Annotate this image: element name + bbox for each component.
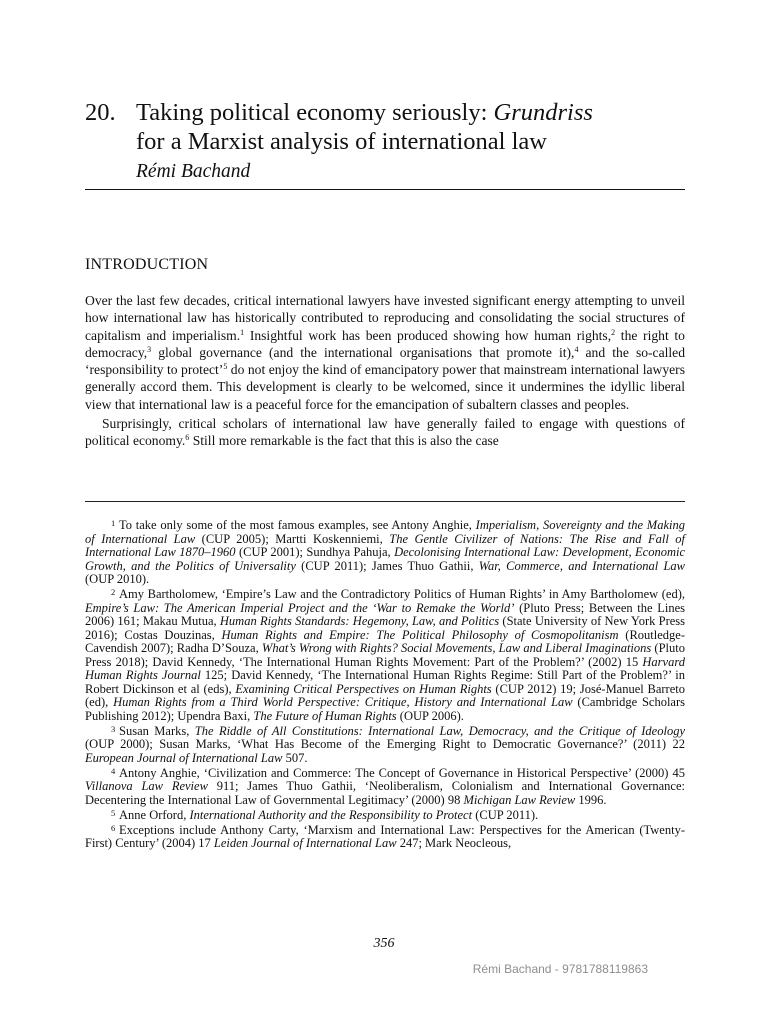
footnote-5: 5 Anne Orford, International Authority and the Responsibility to Protect (CUP 2011). [111, 807, 539, 822]
footnote-ref[interactable]: 4 [574, 344, 579, 354]
chapter-title-roman: Taking political economy seriously: [136, 99, 494, 126]
footnote-text: 125; David Kennedy, ‘The International Human Rights Regime: Still Part of the Problem?’ in Robert Dickinson et al (eds), [85, 668, 685, 696]
citation-title: Empire’s Law: The American Imperial Project and the ‘War to Remake the World’ [85, 600, 515, 615]
citation-title: War, Commerce, and International Law [478, 558, 686, 573]
citation-title: International Authority and the Responsibility to Protect [189, 807, 473, 822]
footnote-text: Amy Bartholomew, ‘Empire’s Law and the Contradictory Politics of Human Rights’ in Amy Bartholomew (ed), [119, 587, 685, 601]
footnote-3: 3 Susan Marks, The Riddle of All Constitutions: International Law, Democracy, and the Critique of Ideology (OUP 2000); Susan Marks, ‘What Has Become of the Emerging Right to Democratic Governance?’ (2011) 22 European Journal of International Law 507. [85, 723, 685, 765]
chapter-heading [85, 98, 685, 185]
footnote-text: (OUP 2010). [85, 572, 150, 586]
citation-title: Decolonising International Law: Development, Economic Growth, and the Politics of Universality [85, 545, 686, 573]
citation-title: Imperialism, Sovereignty and the Making of International Law [85, 518, 685, 546]
footnote-4: 4 Antony Anghie, ‘Civilization and Commerce: The Concept of Governance in Historical Perspective’ (2000) 45 Villanova Law Review 911; James Thuo Gathii, ‘Neoliberalism, Colonialism and International Governance: Decentering the International Law of Governmental Legitimacy’ (2000) 98 Michigan Law Review 1996. [85, 765, 685, 807]
citation-title: The Future of Human Rights [253, 708, 397, 723]
citation-title: What’s Wrong with Rights? Social Movements, Law and Liberal Imaginations [261, 641, 652, 655]
citation-title: Leiden Journal of International Law [213, 836, 397, 850]
footnote-text: 911; James Thuo Gathii, ‘Neoliberalism, Colonialism and International Governance: Decentering the International Law of Governmental Legitimacy’ (2000) 98 [85, 779, 685, 807]
title-rule [85, 189, 685, 190]
section-heading: INTRODUCTION [85, 256, 209, 273]
footnote-ref[interactable]: 3 [147, 344, 152, 354]
paragraph-1-text-e: and the so-called ‘responsibility to protect’ [85, 344, 686, 378]
chapter-title-line-2: for a Marxist analysis of international law [136, 128, 547, 155]
footnote-text: Susan Marks, [119, 723, 195, 738]
footnote-text: (CUP 2011). [472, 807, 539, 822]
footnote-text: 247; Mark Neocleous, [396, 836, 512, 850]
paragraph-1-text-f: do not enjoy the kind of emancipatory power that mainstream international lawyers generally accord them. This development is clearly to be welcomed, since it undermines the idyllic liberal view that international law is a peaceful force for the emancipation of subaltern classes and peoples. [85, 362, 685, 412]
citation-title: Villanova Law Review [85, 779, 208, 793]
citation-title: The Gentle Civilizer of Nations: The Rise and Fall of International Law 1870–1960 [85, 531, 686, 559]
footnote-text: (State University of New York Press 2016); Costas Douzinas, [85, 614, 686, 642]
paragraph-1-text-d: global governance (and the international organisations that promote it), [151, 344, 575, 360]
chapter-author: Rémi Bachand [136, 161, 251, 182]
citation-title: The Riddle of All Constitutions: International Law, Democracy, and the Critique of Ideology [194, 723, 685, 738]
footnote-text: (Pluto Press; Between the Lines 2006) 161; Makau Mutua, [85, 600, 686, 628]
footnote-text: Antony Anghie, ‘Civilization and Commerce: The Concept of Governance in Historical Perspective’ (2000) 45 [119, 765, 685, 780]
page-number: 356 [373, 936, 395, 951]
chapter-title-line-1 [85, 98, 685, 127]
watermark: Rémi Bachand - 9781788119863 [472, 962, 648, 976]
citation-title: Human Rights Standards: Hegemony, Law, and Politics [219, 614, 500, 628]
footnote-text: (OUP 2000); Susan Marks, ‘What Has Become of the Emerging Right to Democratic Governance?’ (2011) 22 [85, 737, 685, 751]
paragraph-2-text-b: Still more remarkable is the fact that this is also the case [189, 433, 499, 449]
paragraph-1-text-b: Insightful work has been produced showing how human rights, [244, 327, 612, 343]
citation-title: European Journal of International Law [85, 750, 283, 765]
paragraph-1 [85, 292, 685, 413]
paragraph-1-text-c: the right to democracy, [85, 327, 685, 360]
citation-title: Harvard Human Rights Journal [85, 654, 685, 682]
citation-title: Human Rights from a Third World Perspective: Critique, History and International Law [113, 695, 573, 709]
citation-title: Human Rights and Empire: The Political Philosophy of Cosmopolitanism [221, 627, 619, 642]
footnote-ref[interactable]: 2 [611, 327, 616, 337]
footnote-ref[interactable]: 6 [185, 433, 190, 443]
paragraph-1-text-a: Over the last few decades, critical international lawyers have invested significant energy attempting to unveil how international law has historically contributed to reproducing and consolidating the social structures of capitalism and imperialism. [85, 293, 685, 343]
footnote-text: 507. [282, 750, 308, 765]
footnote-separator [85, 501, 685, 502]
footnote-text: (Pluto Press 2018); David Kennedy, ‘The International Human Rights Movement: Part of the Problem?’ (2002) 15 [85, 641, 685, 669]
footnote-text: (CUP 2005); Martti Koskenniemi, [195, 531, 390, 546]
footnote-6: 6 Exceptions include Anthony Carty, ‘Marxism and International Law: Perspectives for the American (Twenty-First) Century’ (2004) 17 Leiden Journal of International Law 247; Mark Neocleous, [85, 822, 685, 850]
footnote-text: Exceptions include Anthony Carty, ‘Marxism and International Law: Perspectives for the American (Twenty-First) Century’ (2004) 17 [85, 822, 685, 850]
footnote-text: 1996. [575, 792, 607, 807]
footnote-1: 1 To take only some of the most famous examples, see Antony Anghie, Imperialism, Sovereignty and the Making of International Law (CUP 2005); Martti Koskenniemi, The Gentle Civilizer of Nations: The Rise and Fall of International Law 1870–1960 (CUP 2001); Sundhya Pahuja, Decolonising International Law: Development, Economic Growth, and the Politics of Universality (CUP 2011); James Thuo Gathii, War, Commerce, and International Law (OUP 2010). [85, 518, 686, 586]
footnote-text: (OUP 2006). [396, 708, 464, 723]
footnote-text: (CUP 2001); Sundhya Pahuja, [235, 545, 395, 559]
footnote-text: (CUP 2011); James Thuo Gathii, [295, 558, 479, 573]
chapter-title-italic: Grundriss [493, 99, 593, 126]
footnote-text: (Routledge-Cavendish 2007); Radha D’Souza, [85, 627, 685, 655]
footnote-text: Anne Orford, [119, 807, 190, 822]
footnote-ref[interactable]: 1 [240, 327, 245, 337]
chapter-number: 20. [85, 99, 116, 126]
citation-title: Examining Critical Perspectives on Human Rights [235, 681, 492, 696]
paragraph-2-text-a: Surprisingly, critical scholars of international law have generally failed to engage with questions of political economy. [85, 416, 685, 449]
footnote-ref[interactable]: 5 [223, 362, 228, 372]
footnote-text: To take only some of the most famous examples, see Antony Anghie, [119, 518, 476, 532]
footnote-text: (CUP 2012) 19; José-Manuel Barreto (ed), [85, 681, 685, 709]
paragraph-2 [85, 415, 685, 450]
footnote-2: 2 Amy Bartholomew, ‘Empire’s Law and the Contradictory Politics of Human Rights’ in Amy Bartholomew (ed), Empire’s Law: The American Imperial Project and the ‘War to Remake the World’ (Pluto Press; Between the Lines 2006) 161; Makau Mutua, Human Rights Standards: Hegemony, Law, and Politics (State University of New York Press 2016); Costas Douzinas, Human Rights and Empire: The Political Philosophy of Cosmopolitanism (Routledge-Cavendish 2007); Radha D’Souza, What’s Wrong with Rights? Social Movements, Law and Liberal Imaginations (Pluto Press 2018); David Kennedy, ‘The International Human Rights Movement: Part of the Problem?’ (2002) 15 Harvard Human Rights Journal 125; David Kennedy, ‘The International Human Rights Regime: Still Part of the Problem?’ in Robert Dickinson et al (eds), Examining Critical Perspectives on Human Rights (CUP 2012) 19; José-Manuel Barreto (ed), Human Rights from a Third World Perspective: Critique, History and International Law (Cambridge Scholars Publishing 2012); Upendra Baxi, The Future of Human Rights (OUP 2006). [85, 587, 686, 723]
citation-title: Michigan Law Review [463, 792, 576, 807]
footnote-text: (Cambridge Scholars Publishing 2012); Upendra Baxi, [85, 695, 685, 723]
footnotes [85, 519, 685, 852]
body-text [85, 292, 685, 450]
